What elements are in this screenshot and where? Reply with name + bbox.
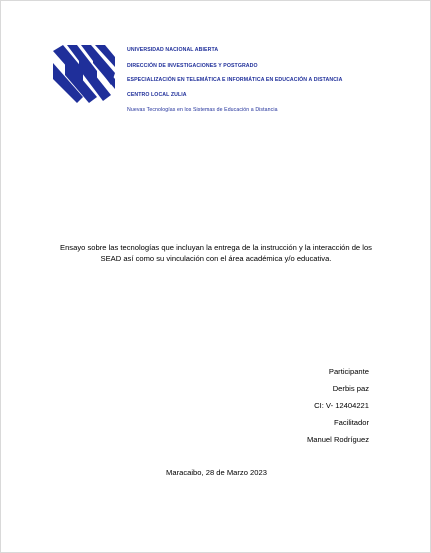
- participant-label: Participante: [328, 367, 369, 376]
- una-logo-icon: [53, 45, 115, 103]
- participant-name: Derbis paz: [332, 384, 369, 393]
- essay-title: Ensayo sobre las tecnologías que incluyan la entrega de la instrucción y la interacción de los SEAD así como su vinculación con el área académica y/o educativa.: [60, 243, 372, 263]
- credits-block: [307, 368, 369, 453]
- specialization-name: ESPECIALIZACIÓN EN TELEMÁTICA E INFORMÁTICA EN EDUCACIÓN A DISTANCIA: [127, 77, 343, 83]
- local-center-name: CENTRO LOCAL ZULIA: [127, 92, 187, 98]
- facilitator-name: Manuel Rodríguez: [306, 435, 369, 444]
- place-date: Maracaibo, 28 de Marzo 2023: [166, 468, 267, 477]
- course-name: Nuevas Tecnologías en los Sistemas de Educación a Distancia: [127, 107, 278, 113]
- participant-id: CI: V- 12404221: [314, 401, 369, 410]
- facilitator-label: Facilitador: [333, 418, 369, 427]
- university-name: UNIVERSIDAD NACIONAL ABIERTA: [127, 47, 219, 53]
- directorate-name: DIRECCIÓN DE INVESTIGACIONES Y POSTGRADO: [127, 63, 258, 69]
